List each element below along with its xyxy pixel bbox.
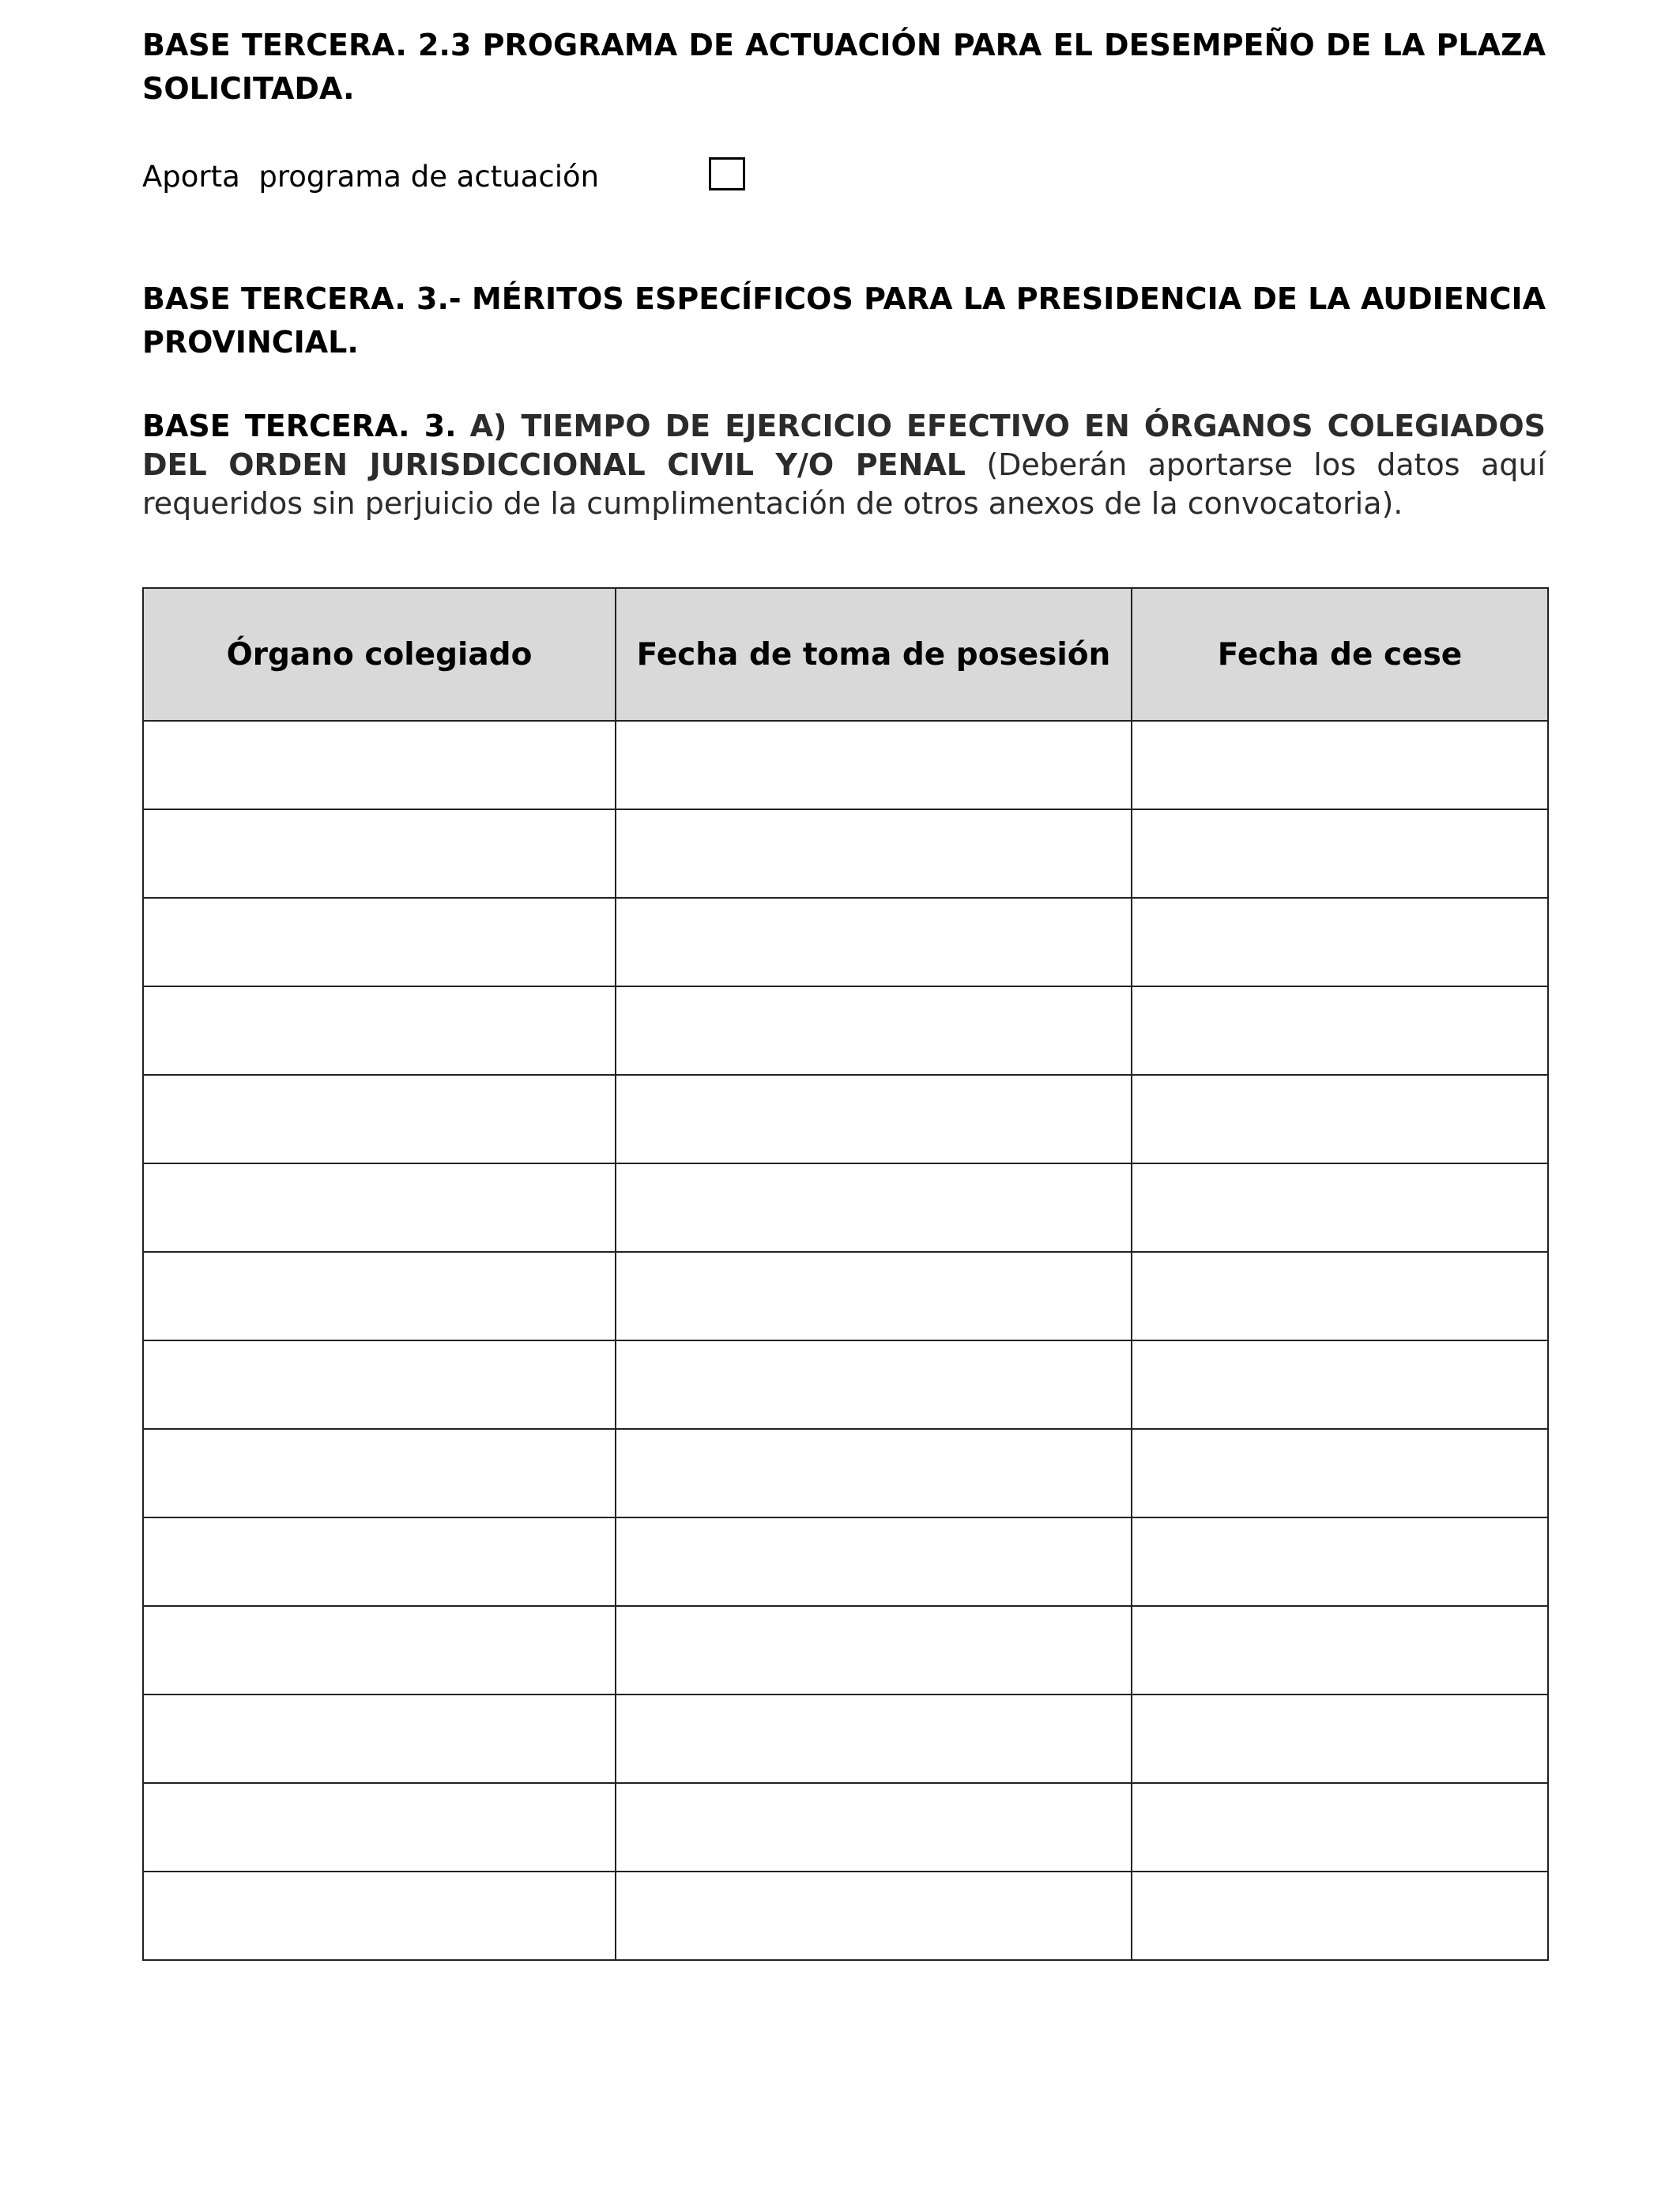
possession-date-cell[interactable] <box>616 1872 1132 1960</box>
section-a-note: (Deberán aportarse los datos aquí requeridos sin perjuicio de la cumplimentación de otros anexos de la convocatoria). <box>142 447 1546 521</box>
table-row <box>143 721 1548 809</box>
program-checkbox[interactable] <box>709 157 745 190</box>
table-row <box>143 1340 1548 1429</box>
termination-date-cell[interactable] <box>1132 1872 1548 1960</box>
table-row <box>143 809 1548 898</box>
collegiate-body-cell[interactable] <box>143 1695 616 1783</box>
table-row <box>143 986 1548 1075</box>
section-heading-program: BASE TERCERA. 2.3 PROGRAMA DE ACTUACIÓN PARA EL DESEMPEÑO DE LA PLAZA SOLICITADA. <box>142 28 1546 106</box>
possession-date-cell[interactable] <box>616 986 1132 1075</box>
termination-date-cell[interactable] <box>1132 809 1548 898</box>
possession-date-cell[interactable] <box>616 721 1132 809</box>
termination-date-cell[interactable] <box>1132 1606 1548 1695</box>
table-row <box>143 1163 1548 1252</box>
possession-date-cell[interactable] <box>616 809 1132 898</box>
table-row <box>143 1872 1548 1960</box>
possession-date-cell[interactable] <box>616 1075 1132 1163</box>
termination-date-cell[interactable] <box>1132 1695 1548 1783</box>
collegiate-body-cell[interactable] <box>143 1429 616 1517</box>
program-checkbox-row <box>142 155 853 199</box>
collegiate-body-cell[interactable] <box>143 1872 616 1960</box>
header-collegiate-body: Órgano colegiado <box>143 588 616 721</box>
table-body <box>143 721 1548 1960</box>
table-row <box>143 1783 1548 1872</box>
termination-date-cell[interactable] <box>1132 1163 1548 1252</box>
header-possession-date: Fecha de toma de posesión <box>616 588 1132 721</box>
possession-date-cell[interactable] <box>616 1695 1132 1783</box>
section-a-lead: BASE TERCERA. 3. <box>142 409 457 443</box>
table-header-row <box>143 588 1548 721</box>
termination-date-cell[interactable] <box>1132 721 1548 809</box>
termination-date-cell[interactable] <box>1132 1783 1548 1872</box>
table-row <box>143 1075 1548 1163</box>
termination-date-cell[interactable] <box>1132 1517 1548 1606</box>
table-row <box>143 898 1548 986</box>
possession-date-cell[interactable] <box>616 1252 1132 1340</box>
possession-date-cell[interactable] <box>616 1606 1132 1695</box>
table-row <box>143 1429 1548 1517</box>
collegiate-body-cell[interactable] <box>143 1163 616 1252</box>
collegiate-body-cell[interactable] <box>143 1340 616 1429</box>
collegiate-body-cell[interactable] <box>143 1517 616 1606</box>
termination-date-cell[interactable] <box>1132 1340 1548 1429</box>
collegiate-bodies-table <box>142 587 1549 1961</box>
collegiate-body-cell[interactable] <box>143 721 616 809</box>
termination-date-cell[interactable] <box>1132 1429 1548 1517</box>
collegiate-body-cell[interactable] <box>143 1783 616 1872</box>
possession-date-cell[interactable] <box>616 898 1132 986</box>
collegiate-body-cell[interactable] <box>143 1606 616 1695</box>
section-heading-merits: BASE TERCERA. 3.- MÉRITOS ESPECÍFICOS PARA LA PRESIDENCIA DE LA AUDIENCIA PROVINCIAL. <box>142 281 1546 360</box>
section-a-title: A) TIEMPO DE EJERCICIO EFECTIVO EN ÓRGANOS COLEGIADOS DEL ORDEN JURISDICCIONAL CIVIL Y/O PENAL <box>142 409 1546 482</box>
collegiate-body-cell[interactable] <box>143 986 616 1075</box>
collegiate-body-cell[interactable] <box>143 1252 616 1340</box>
possession-date-cell[interactable] <box>616 1517 1132 1606</box>
termination-date-cell[interactable] <box>1132 1252 1548 1340</box>
table-row <box>143 1695 1548 1783</box>
collegiate-body-cell[interactable] <box>143 1075 616 1163</box>
collegiate-body-cell[interactable] <box>143 898 616 986</box>
table-row <box>143 1606 1548 1695</box>
table-row <box>143 1252 1548 1340</box>
header-termination-date: Fecha de cese <box>1132 588 1548 721</box>
section-a-paragraph <box>142 407 1546 523</box>
collegiate-body-cell[interactable] <box>143 809 616 898</box>
possession-date-cell[interactable] <box>616 1340 1132 1429</box>
termination-date-cell[interactable] <box>1132 1075 1548 1163</box>
possession-date-cell[interactable] <box>616 1163 1132 1252</box>
possession-date-cell[interactable] <box>616 1783 1132 1872</box>
termination-date-cell[interactable] <box>1132 986 1548 1075</box>
program-checkbox-label: Aporta programa de actuación <box>142 160 600 194</box>
possession-date-cell[interactable] <box>616 1429 1132 1517</box>
termination-date-cell[interactable] <box>1132 898 1548 986</box>
table-row <box>143 1517 1548 1606</box>
